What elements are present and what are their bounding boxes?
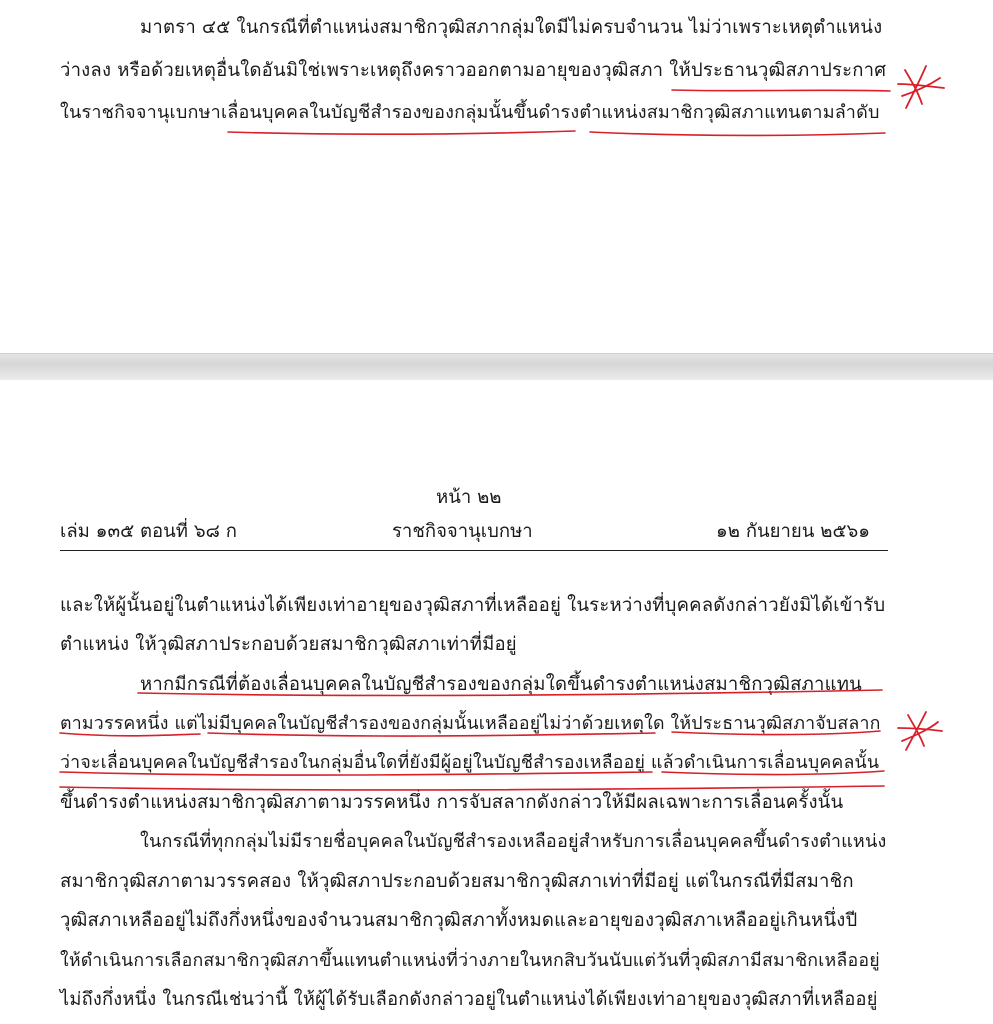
text-line: วุฒิสภาเหลืออยู่ไม่ถึงกึ่งหนึ่งของจำนวนสมาชิกวุฒิสภาทั้งหมดและอายุของวุฒิสภาเหลืออยู่เกินหนึ่งปี	[60, 910, 858, 931]
gazette-volume: เล่ม ๑๓๕ ตอนที่ ๖๘ ก	[60, 521, 237, 542]
gazette-title: ราชกิจจานุเบกษา	[392, 521, 533, 542]
text-line: ตำแหน่ง ให้วุฒิสภาประกอบด้วยสมาชิกวุฒิสภาเท่าที่มีอยู่	[60, 634, 517, 655]
text-line: มาตรา ๔๕ ในกรณีที่ตำแหน่งสมาชิกวุฒิสภากลุ่มใดมีไม่ครบจำนวน ไม่ว่าเพราะเหตุตำแหน่ง	[140, 17, 883, 38]
gazette-date: ๑๒ กันยายน ๒๕๖๑	[716, 521, 870, 542]
text-line: และให้ผู้นั้นอยู่ในตำแหน่งได้เพียงเท่าอายุของวุฒิสภาที่เหลืออยู่ ในระหว่างที่บุคคลดังกล่าวยังมิได้เข้ารับ	[60, 595, 886, 616]
text-line: ว่าจะเลื่อนบุคคลในบัญชีสำรองในกลุ่มอื่นใดที่ยังมีผู้อยู่ในบัญชีสำรองเหลืออยู่ แล้วดำเนินการเลื่อนบุคคลนั้น	[60, 753, 880, 773]
text-line: ไม่ถึงกึ่งหนึ่ง ในกรณีเช่นว่านี้ ให้ผู้ได้รับเลือกดังกล่าวอยู่ในตำแหน่งได้เพียงเท่าอายุของวุฒิสภาที่เหลืออยู่	[60, 989, 878, 1010]
text-line: ให้ดำเนินการเลือกสมาชิกวุฒิสภาขึ้นแทนตำแหน่งที่ว่างภายในหกสิบวันนับแต่วันที่วุฒิสภามีสมาชิกเหลืออยู่	[60, 951, 880, 971]
text-line: หากมีกรณีที่ต้องเลื่อนบุคคลในบัญชีสำรองของกลุ่มใดขึ้นดำรงตำแหน่งสมาชิกวุฒิสภาแทน	[140, 674, 862, 695]
header-rule	[60, 550, 888, 551]
text-line: ในกรณีที่ทุกกลุ่มไม่มีรายชื่อบุคคลในบัญชีสำรองเหลืออยู่สำหรับการเลื่อนบุคคลขึ้นดำรงตำแหน่ง	[140, 831, 887, 852]
page-number: หน้า ๒๒	[436, 487, 502, 508]
page-separator	[0, 353, 993, 381]
text-line: ว่างลง หรือด้วยเหตุอื่นใดอันมิใช่เพราะเหตุถึงคราวออกตามอายุของวุฒิสภา ให้ประธานวุฒิสภาประกาศ	[60, 60, 887, 81]
text-line: สมาชิกวุฒิสภาตามวรรคสอง ให้วุฒิสภาประกอบด้วยสมาชิกวุฒิสภาเท่าที่มีอยู่ แต่ในกรณีที่มีสมาชิก	[60, 871, 854, 892]
top-page	[0, 0, 993, 353]
text-line: ตามวรรคหนึ่ง แต่ไม่มีบุคคลในบัญชีสำรองของกลุ่มนั้นเหลืออยู่ไม่ว่าด้วยเหตุใด ให้ประธานวุฒิสภาจับสลาก	[60, 714, 881, 734]
text-line: ในราชกิจจานุเบกษาเลื่อนบุคคลในบัญชีสำรองของกลุ่มนั้นขึ้นดำรงตำแหน่งสมาชิกวุฒิสภาแทนตามลำดับ	[60, 102, 880, 123]
text-line: ขึ้นดำรงตำแหน่งสมาชิกวุฒิสภาตามวรรคหนึ่ง การจับสลากดังกล่าวให้มีผลเฉพาะการเลื่อนครั้งนั้น	[60, 792, 844, 813]
